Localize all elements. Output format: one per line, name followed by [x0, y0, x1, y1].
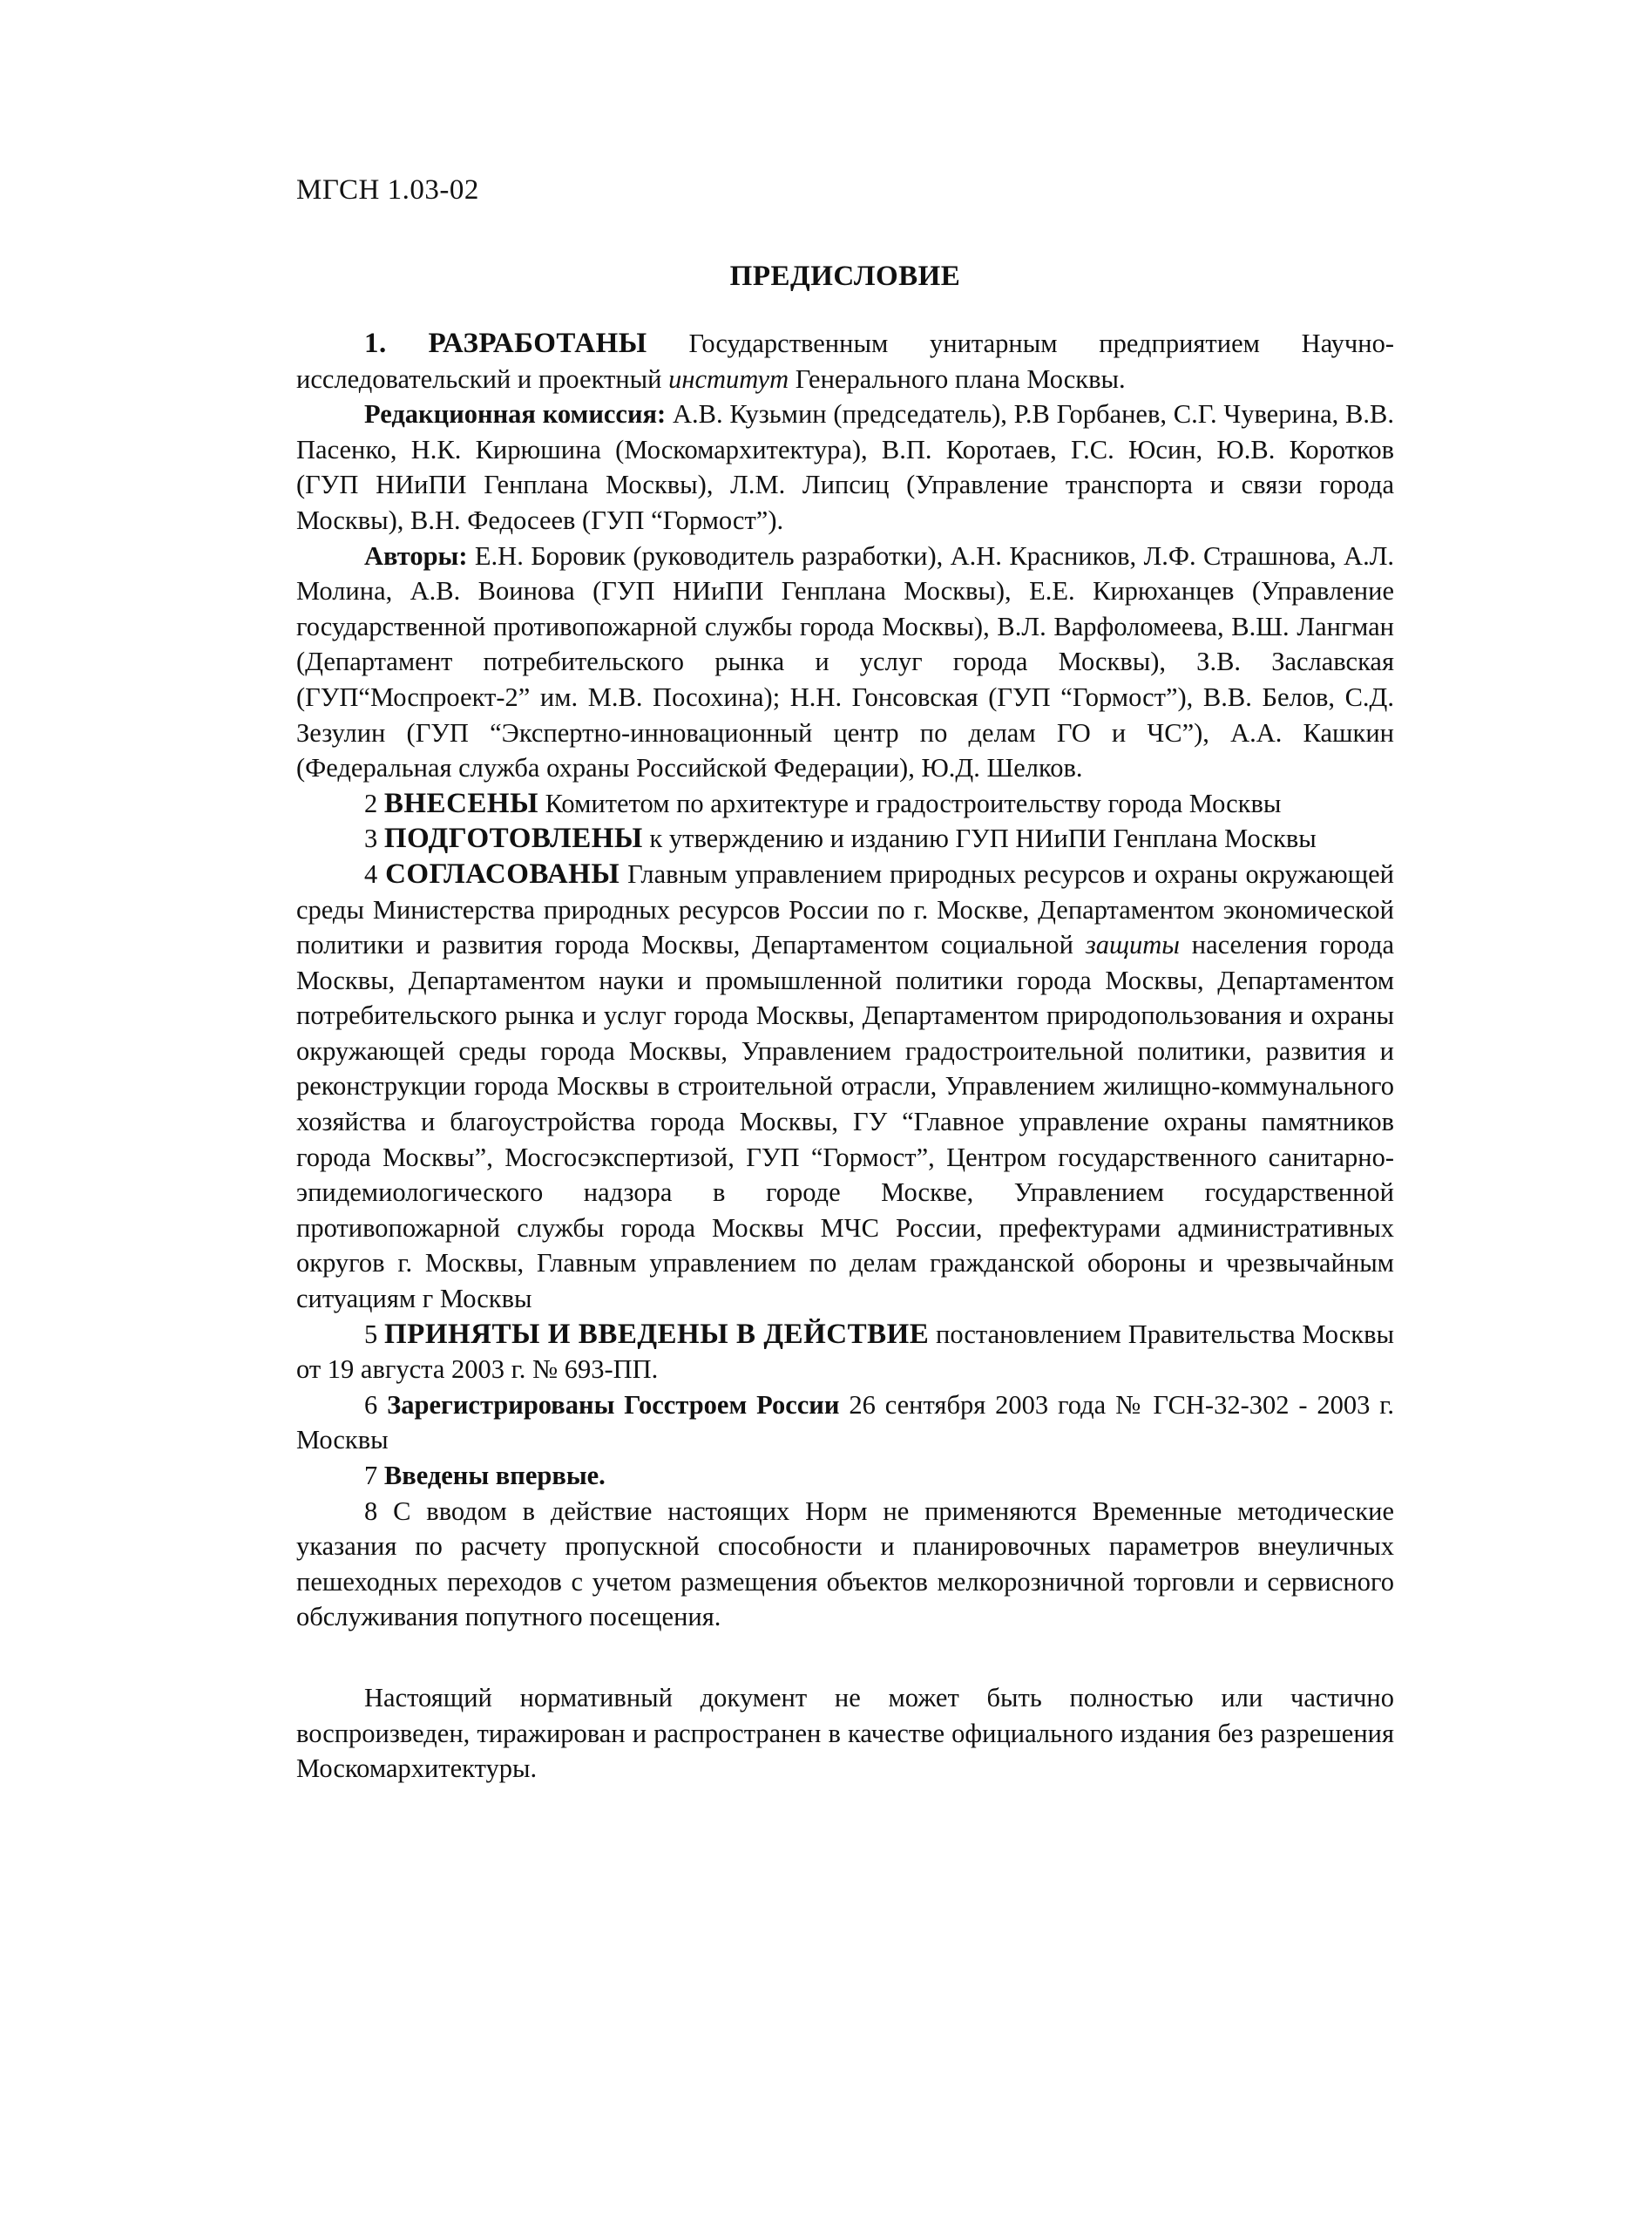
item-3-prepared: [296, 821, 1394, 857]
item-keyword: РАЗРАБОТАНЫ: [428, 328, 647, 359]
item-text: Государственным унитарным предприятием Научно-исследовательский и проектный: [296, 329, 1395, 394]
item-number: 1.: [364, 328, 387, 359]
item-number: 5: [364, 1319, 378, 1349]
item-5-adopted: [296, 1317, 1394, 1387]
item-text-italic: защиты: [1085, 930, 1180, 960]
item-number: 8: [364, 1495, 378, 1526]
item-8-replaced: [296, 1494, 1394, 1635]
item-keyword: ПОДГОТОВЛЕНЫ: [383, 823, 643, 855]
item-number: 7: [364, 1461, 378, 1490]
item-text: постановлением Правительства Москвы от 19 августа 2003 г. № 693-ПП.: [296, 1319, 1395, 1385]
document-page: [296, 174, 1394, 1787]
item-keyword: ПРИНЯТЫ И ВВЕДЕНЫ В ДЕЙСТВИЕ: [384, 1318, 930, 1350]
item-keyword: ВНЕСЕНЫ: [383, 787, 538, 819]
authors: [296, 539, 1394, 786]
item-number: 3: [364, 824, 378, 854]
page-title: ПРЕДИСЛОВИЕ: [729, 261, 961, 292]
item-keyword: СОГЛАСОВАНЫ: [385, 858, 620, 890]
item-text: Е.Н. Боровик (руководитель разработки), А.Н. Красников, Л.Ф. Страшнова, А.Л. Молина, А.В. Воинова (ГУП НИиПИ Генплана Москвы), Е.Е. Кирюханцев (Управление государственной противопожарной службы города Москвы), В.Л. Варфоломеева, В.Ш. Лангман (Департамент потребительского рынка и услуг города Москвы), З.В. Заславская (ГУП“Моспроект-2” им. М.В. Посохина); Н.Н. Гонсовская (ГУП “Гормост”), В.В. Белов, С.Д. Зезулин (ГУП “Экспертно-инновационный центр по делам ГО и ЧС”), А.А. Кашкин (Федеральная служба охраны Российской Федерации), Ю.Д. Шелков.: [296, 540, 1395, 783]
editorial-commission: [296, 397, 1394, 538]
document-code: МГСН 1.03-02: [296, 174, 479, 206]
item-text: С вводом в действие настоящих Норм не применяются Временные методические указания по расчету пропускной способности и планировочных параметров внеуличных пешеходных переходов с учетом размещения объектов мелкорозничной торговли и сервисного обслуживания попутного посещения.: [296, 1495, 1394, 1632]
item-text: А.В. Кузьмин (председатель), Р.В Горбанев, С.Г. Чуверина, В.В. Пасенко, Н.К. Кирюшина (Москомархитектура), В.П. Коротаев, Г.С. Юсин, Ю.В. Коротков (ГУП НИиПИ Генплана Москвы), Л.М. Липсиц (Управление транспорта и связи города Москвы), В.Н. Федосеев (ГУП “Гормост”).: [296, 399, 1394, 535]
item-text: 26 сентября 2003 года № ГСН-32-302 - 2003 г. Москвы: [296, 1389, 1395, 1455]
item-2-submitted: [296, 786, 1394, 822]
item-6-registered: [296, 1387, 1394, 1458]
item-text: Главным управлением природных ресурсов и охраны окружающей среды Министерства природных ресурсов России по г. Москве, Департаментом экономической политики и развития города Москвы, Департаментом социальной: [296, 858, 1394, 960]
item-text: к утверждению и изданию ГУП НИиПИ Генплана Москвы: [649, 824, 1317, 854]
item-1-developed: [296, 326, 1394, 397]
item-text: населения города Москвы, Департаментом науки и промышленной политики города Москвы, Департаментом потребительского рынка и услуг города Москвы, Департаментом природопользования и охраны окружающей среды города Москвы, Управлением градостроительной политики, развития и реконструкции города Москвы в строительной отрасли, Управлением жилищно-коммунального хозяйства и благоустройства города Москвы, ГУ “Главное управление охраны памятников города Москвы”, Мосгосэкспертизой, ГУП “Гормост”, Центром государственного санитарно-эпидемиологического надзора в городе Москве, Управлением государственной противопожарной службы города Москвы МЧС России, префектурами административных округов г. Москвы, Главным управлением по делам гражданской обороны и чрезвычайным ситуациям г Москвы: [296, 930, 1395, 1314]
item-7-introduced: [296, 1458, 1394, 1494]
item-keyword: Зарегистрированы Госстроем России: [387, 1389, 840, 1420]
item-number: 6: [364, 1389, 378, 1420]
item-text: Генерального плана Москвы.: [789, 363, 1126, 394]
item-keyword: Редакционная комиссия:: [364, 399, 667, 430]
copyright-notice: Настоящий нормативный документ не может быть полностью или частично воспроизведен, тиражирован и распространен в качестве официального издания без разрешения Москомархитектуры.: [296, 1682, 1394, 1784]
item-keyword: Введены впервые.: [383, 1461, 606, 1490]
item-number: 4: [364, 858, 378, 889]
item-4-agreed: [296, 857, 1394, 1317]
item-text-italic: институт: [668, 363, 789, 394]
item-number: 2: [364, 788, 378, 818]
item-keyword: Авторы:: [364, 540, 468, 571]
item-text: Комитетом по архитектуре и градостроительству города Москвы: [545, 788, 1282, 818]
